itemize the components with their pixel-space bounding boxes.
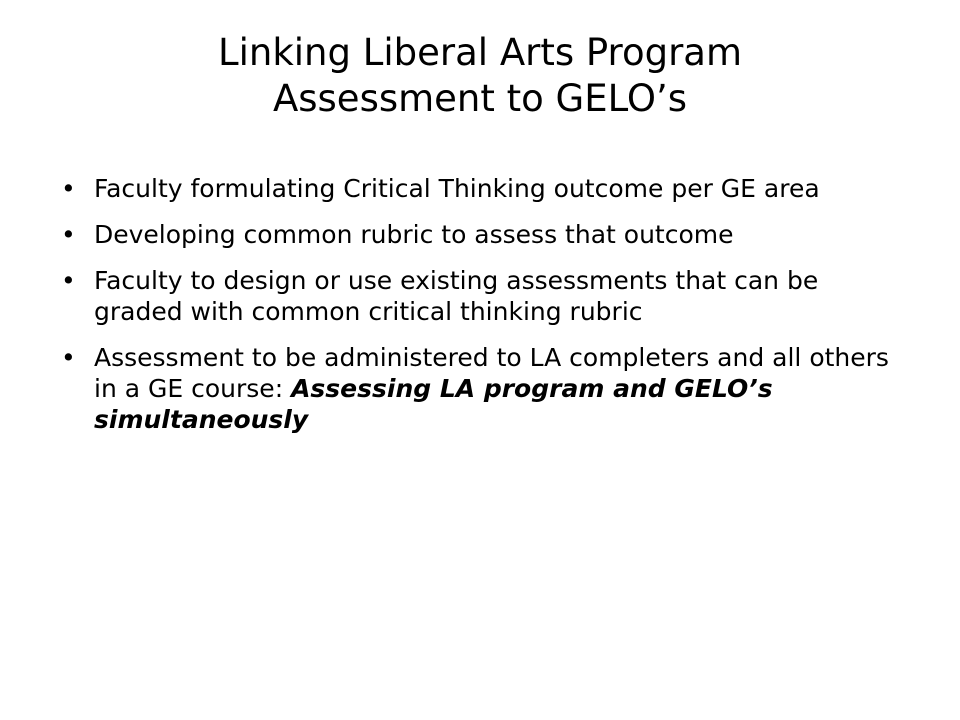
bullet-dot-icon: • bbox=[61, 343, 76, 372]
bullet-text-plain: Assessment to be administered to LA completers and all others in a GE course: bbox=[94, 343, 889, 403]
title-line-2: Assessment to GELO’s bbox=[272, 77, 688, 120]
bullet-item bbox=[60, 219, 910, 250]
bullet-item bbox=[60, 342, 910, 435]
bullet-item bbox=[60, 173, 910, 204]
bullet-text: Faculty formulating Critical Thinking outcome per GE area bbox=[94, 174, 820, 203]
bullet-dot-icon: • bbox=[61, 266, 76, 295]
bullet-text: Developing common rubric to assess that outcome bbox=[94, 220, 734, 249]
bullet-item bbox=[60, 265, 910, 327]
bullet-dot-icon: • bbox=[61, 174, 76, 203]
bullet-text bbox=[94, 343, 889, 434]
bullet-text: Faculty to design or use existing assessments that can be graded with common critical thinking rubric bbox=[94, 266, 819, 326]
bullet-dot-icon: • bbox=[61, 220, 76, 249]
bullet-text-emphasis: Assessing LA program and GELO’s simultaneously bbox=[94, 374, 773, 434]
title-line-1: Linking Liberal Arts Program bbox=[218, 31, 742, 74]
slide-title bbox=[60, 30, 900, 122]
bullet-list bbox=[60, 173, 910, 450]
